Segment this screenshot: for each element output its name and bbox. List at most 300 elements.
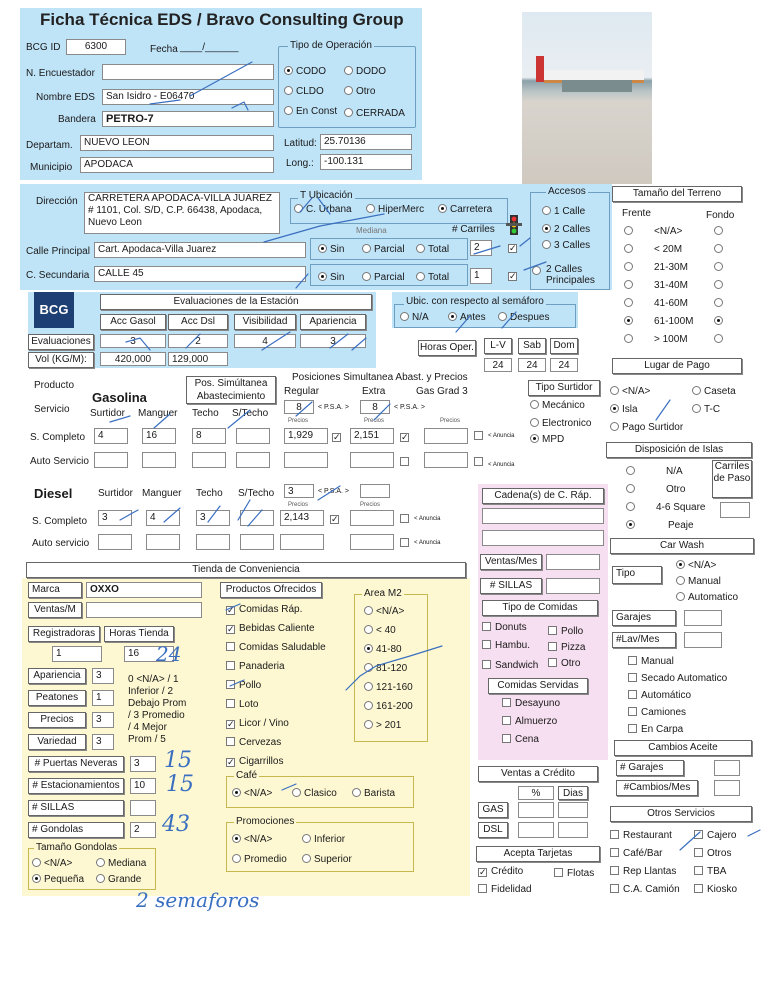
gas-precio-extra[interactable]: 2,151: [350, 428, 394, 444]
fecha-field[interactable]: ____/______: [180, 42, 239, 53]
estac-label: # Estacionamientos: [28, 778, 124, 794]
radio-dot-icon: [32, 874, 41, 883]
radio-dot-icon: [362, 272, 371, 281]
gas-auto-2[interactable]: [192, 452, 226, 468]
radio-pago-caseta[interactable]: Caseta: [692, 386, 736, 397]
credito-gas-pct[interactable]: [518, 802, 554, 818]
check-credito[interactable]: ✓ Crédito: [479, 866, 524, 877]
horas-oper-label: Horas Oper.: [418, 340, 476, 356]
gas-auto-3[interactable]: [236, 452, 270, 468]
radio-dot-icon: [676, 576, 685, 585]
gas-completo-2[interactable]: 8: [192, 428, 226, 444]
ventas-m-label: Ventas/M: [28, 602, 82, 618]
nombre-label: Nombre EDS: [36, 92, 95, 103]
check-otros-3[interactable]: [694, 848, 731, 859]
gondolas-field[interactable]: 2: [130, 822, 156, 838]
radio-tam-na[interactable]: <N/A>: [32, 858, 72, 869]
checkbox-icon: [628, 690, 637, 699]
carwash-title: Car Wash: [610, 538, 754, 554]
horas-tienda-field[interactable]: 16: [124, 646, 174, 662]
dsl-auto-0[interactable]: [98, 534, 132, 550]
lugar-pago-title: Lugar de Pago: [612, 358, 742, 374]
gas-auto-grad3[interactable]: [424, 452, 468, 468]
carriles-label: # Carriles: [452, 224, 495, 235]
radio-pago-na[interactable]: <N/A>: [610, 386, 650, 397]
terreno-option-label: 41-60M: [654, 298, 688, 309]
dsl-col-surtidor: Surtidor: [98, 488, 134, 499]
check-hambu[interactable]: Hambu.: [482, 640, 530, 651]
dsl-precio[interactable]: 2,143: [280, 510, 324, 526]
gas-auto-extra[interactable]: [350, 452, 394, 468]
radio-fondo-3[interactable]: [714, 280, 726, 291]
horas-col-dom: Dom: [550, 338, 578, 354]
check-cw-2[interactable]: [628, 690, 691, 701]
check-cw-0[interactable]: [628, 656, 674, 667]
radio-parcial-1[interactable]: Parcial: [362, 244, 405, 255]
precios-label-1: Precios: [288, 418, 309, 424]
terreno-title: Tamaño del Terreno: [612, 186, 742, 202]
anuncia-label-2: < Anuncia: [488, 462, 515, 468]
gas-precio-grad3[interactable]: [424, 428, 468, 444]
radio-dot-icon: [626, 484, 635, 493]
checkbox-icon: [502, 716, 511, 725]
gas-precio-extra-check[interactable]: [400, 431, 413, 442]
long-field[interactable]: -100.131: [320, 154, 412, 170]
radio-dot-icon: [542, 224, 551, 233]
check-flotas[interactable]: Flotas: [554, 868, 594, 879]
radio-total-1[interactable]: Total: [416, 244, 449, 255]
radio-tam-grande[interactable]: Grande: [96, 874, 141, 885]
radio-frente-3[interactable]: [624, 280, 636, 291]
aceite-garajes-field[interactable]: [714, 760, 740, 776]
ubicacion-title: T Ubicación: [300, 190, 353, 201]
radio-fondo-0[interactable]: [714, 226, 726, 237]
radio-cw-manual[interactable]: Manual: [676, 576, 721, 587]
dsl-completo-3[interactable]: [240, 510, 274, 526]
tipo-surtidor-title: Tipo Surtidor: [528, 380, 600, 396]
precios-label-2: Precios: [364, 418, 385, 424]
check-sandwich[interactable]: Sandwich: [482, 660, 538, 671]
carriles-check-1[interactable]: [508, 242, 521, 253]
radio-islas-na[interactable]: [626, 466, 638, 477]
radio-semaforo-despues[interactable]: Despues: [498, 312, 549, 323]
radio-dot-icon: [542, 240, 551, 249]
check-producto-0[interactable]: [226, 604, 302, 615]
radio-dot-icon: [610, 386, 619, 395]
promo-title: Promociones: [236, 816, 295, 827]
radio-area-2[interactable]: [364, 644, 402, 655]
bcg-id-field[interactable]: 6300: [66, 39, 126, 55]
radio-electronico[interactable]: Electronico: [530, 418, 591, 429]
checkbox-icon: [226, 737, 235, 746]
aceite-cambios-field[interactable]: [714, 780, 740, 796]
horas-col-sab: Sab: [518, 338, 546, 354]
lat-field[interactable]: 25.70136: [320, 134, 412, 150]
check-producto-8[interactable]: [226, 756, 283, 767]
radio-dodo[interactable]: DODO: [344, 66, 386, 77]
radio-area-3[interactable]: [364, 663, 407, 674]
gas-precio-regular[interactable]: 1,929: [284, 428, 328, 444]
ventas-m-field[interactable]: [86, 602, 202, 618]
dsl-auto-2[interactable]: [350, 534, 394, 550]
dsl-auto-3[interactable]: [240, 534, 274, 550]
precios-label-3: Precios: [440, 418, 461, 424]
estac-field[interactable]: 10: [130, 778, 156, 794]
carriles-field-2[interactable]: 1: [470, 268, 492, 284]
islas-title: Disposición de Islas: [606, 442, 752, 458]
producto-label: Producto: [34, 380, 75, 391]
radio-cafe-na[interactable]: <N/A>: [232, 788, 272, 799]
checkbox-icon: [628, 673, 637, 682]
radio-fondo-1[interactable]: [714, 244, 726, 255]
radio-cw-na[interactable]: <N/A>: [676, 560, 716, 571]
evaluaciones-title: Evaluaciones de la Estación: [100, 294, 372, 310]
terreno-option-label: <N/A>: [654, 226, 683, 237]
radio-semaforo-na[interactable]: N/A: [400, 312, 429, 323]
radio-frente-6[interactable]: [624, 334, 636, 345]
legend-3: Debajo Prom: [128, 698, 187, 709]
radio-dot-icon: [344, 86, 353, 95]
area-option-label: 41-80: [376, 644, 402, 655]
radio-dot-icon: [284, 66, 293, 75]
bcg-id-label: BCG ID: [26, 42, 61, 53]
radio-semaforo-antes[interactable]: Antes: [448, 312, 486, 323]
checkbox-icon: [226, 680, 235, 689]
neveras-field[interactable]: 3: [130, 756, 156, 772]
radio-cldo[interactable]: CLDO: [284, 86, 324, 97]
cadena-field-1[interactable]: [482, 508, 604, 524]
gas-auto-regular[interactable]: [284, 452, 328, 468]
radio-carretera[interactable]: Carretera: [438, 204, 492, 215]
gasolina-label: Gasolina: [92, 390, 147, 405]
station-photo: [522, 12, 652, 184]
cw-option-label: Camiones: [641, 707, 687, 718]
cw-option-label: Secado Automatico: [641, 673, 728, 684]
radio-dot-icon: [364, 606, 373, 615]
gas-psa-regular[interactable]: 8: [284, 400, 314, 414]
aceite-garajes-label: # Garajes: [616, 760, 684, 776]
radio-mecanico[interactable]: Mecánico: [530, 400, 585, 411]
islas-na-label: N/A: [666, 466, 683, 477]
eval-apariencia[interactable]: 3: [300, 334, 366, 348]
dsl-precio-2[interactable]: [350, 510, 394, 526]
check-cw-4[interactable]: [628, 724, 683, 735]
registradoras-field[interactable]: 1: [52, 646, 102, 662]
checkbox-icon: [610, 866, 619, 875]
cw-lav-field[interactable]: [684, 632, 722, 648]
depto-field[interactable]: NUEVO LEON: [80, 135, 274, 151]
dsl-psa-2[interactable]: [360, 484, 390, 498]
marca-field[interactable]: OXXO: [86, 582, 202, 598]
check-otros-4[interactable]: [610, 866, 676, 877]
check-producto-3[interactable]: [226, 661, 285, 672]
checkbox-icon: [400, 457, 409, 466]
calle-secundaria-label: C. Secundaria: [26, 270, 90, 281]
check-otros-2[interactable]: [610, 848, 662, 859]
handwriting-gondolas: 43: [162, 812, 190, 837]
checkbox-icon: ✓: [333, 432, 341, 442]
radio-promo-promedio[interactable]: Promedio: [232, 854, 287, 865]
radio-tam-mediana[interactable]: Mediana: [96, 858, 146, 869]
radio-area-5[interactable]: [364, 701, 413, 712]
radio-islas-peaje[interactable]: [626, 520, 638, 531]
radio-area-6[interactable]: [364, 720, 401, 731]
horas-sab[interactable]: 24: [518, 358, 546, 372]
dsl-auto-1[interactable]: [146, 534, 180, 550]
check-otro[interactable]: Otro: [548, 658, 580, 669]
radio-dot-icon: [292, 788, 301, 797]
page-title: Ficha Técnica EDS / Bravo Consulting Group: [40, 10, 404, 29]
radio-promo-inferior[interactable]: Inferior: [302, 834, 345, 845]
gas-auto-0[interactable]: [94, 452, 128, 468]
credito-dsl-dias[interactable]: [558, 822, 588, 838]
ventas-mes-field[interactable]: [546, 554, 600, 570]
checkbox-icon: [482, 622, 491, 631]
psa-label-1: < P.S.A. >: [318, 404, 350, 411]
radio-fondo-6[interactable]: [714, 334, 726, 345]
radio-dot-icon: [676, 560, 685, 569]
dsl-precio-check-2[interactable]: [400, 514, 413, 525]
credito-gas-dias[interactable]: [558, 802, 588, 818]
check-producto-6[interactable]: [226, 718, 289, 729]
check-otros-5[interactable]: [694, 866, 726, 877]
otros-option-label: Kiosko: [707, 884, 738, 895]
radio-en-const[interactable]: En Const: [284, 106, 337, 117]
horas-lv[interactable]: 24: [484, 358, 512, 372]
radio-otro[interactable]: Otro: [344, 86, 375, 97]
check-otros-7[interactable]: [694, 884, 737, 895]
productos-title: Productos Ofrecidos: [220, 582, 322, 598]
precios-label: Precios: [28, 712, 86, 728]
check-pollo[interactable]: Pollo: [548, 626, 583, 637]
radio-dot-icon: [32, 858, 41, 867]
horas-dom[interactable]: 24: [550, 358, 578, 372]
psa-label-dsl: < P.S.A. >: [318, 488, 350, 495]
depto-label: Departam.: [26, 140, 73, 151]
vol-dsl[interactable]: 129,000: [168, 352, 228, 366]
producto-label: Cervezas: [239, 737, 282, 748]
precios-field[interactable]: 3: [92, 712, 114, 728]
checkbox-icon: ✓: [479, 867, 487, 877]
calle-principal-field[interactable]: Cart. Apodaca-Villa Juarez: [94, 242, 306, 258]
eval-acc-dsl[interactable]: 2: [168, 334, 228, 348]
radio-frente-0[interactable]: [624, 226, 636, 237]
cw-option-label: Manual: [641, 656, 674, 667]
radio-frente-5[interactable]: [624, 316, 636, 327]
dsl-auto-check[interactable]: [400, 538, 413, 549]
radio-islas-square[interactable]: [626, 502, 638, 513]
variedad-field[interactable]: 3: [92, 734, 114, 750]
gas-completo-0[interactable]: 4: [94, 428, 128, 444]
radio-frente-1[interactable]: [624, 244, 636, 255]
check-producto-7[interactable]: [226, 737, 281, 748]
otros-option-label: TBA: [707, 866, 727, 877]
radio-dot-icon: [344, 66, 353, 75]
radio-area-0[interactable]: [364, 606, 404, 617]
gas-completo-1[interactable]: 16: [142, 428, 176, 444]
radio-codo[interactable]: CODO: [284, 66, 326, 77]
check-otros-0[interactable]: [610, 830, 672, 841]
radio-pago-isla[interactable]: Isla: [610, 404, 638, 415]
check-cw-3[interactable]: [628, 707, 686, 718]
comidas-title: Tipo de Comidas: [482, 600, 598, 616]
check-almuerzo[interactable]: Almuerzo: [502, 716, 557, 727]
evaluaciones-label: Evaluaciones: [28, 334, 94, 350]
radio-tam-pequena[interactable]: Pequeña: [32, 874, 84, 885]
gas-completo-3[interactable]: [236, 428, 270, 444]
check-donuts[interactable]: Donuts: [482, 622, 527, 633]
radio-dot-icon: [624, 226, 633, 235]
gas-auto-1[interactable]: [142, 452, 176, 468]
radio-dot-icon: [438, 204, 447, 213]
dsl-auto-1[interactable]: [280, 534, 324, 550]
radio-frente-4[interactable]: [624, 298, 636, 309]
radio-dot-icon: [714, 244, 723, 253]
check-cena[interactable]: Cena: [502, 734, 539, 745]
legend-6: Prom / 5: [128, 734, 166, 745]
radio-fondo-4[interactable]: [714, 298, 726, 309]
encuestador-field[interactable]: [102, 64, 274, 80]
calle-principal-label: Calle Principal: [26, 246, 90, 257]
bandera-field[interactable]: PETRO-7: [102, 111, 274, 127]
radio-area-1[interactable]: [364, 625, 396, 636]
gas-precio-grad3-check[interactable]: [474, 431, 487, 442]
carriles-paso-label: Carriles de Paso: [712, 460, 752, 498]
anuncia-label-1: < Anuncia: [488, 433, 515, 439]
terreno-option-label: 61-100M: [654, 316, 694, 327]
checkbox-icon: [502, 698, 511, 707]
radio-pago-tc[interactable]: T-C: [692, 404, 720, 415]
cw-garajes-field[interactable]: [684, 610, 722, 626]
mediana-label: Mediana: [356, 226, 387, 235]
checkbox-icon: ✓: [227, 757, 235, 767]
dsl-completo-0[interactable]: 3: [98, 510, 132, 526]
radio-cw-auto[interactable]: Automatico: [676, 592, 738, 603]
sillas-field[interactable]: [130, 800, 156, 816]
radio-dot-icon: [542, 206, 551, 215]
checkbox-icon: ✓: [227, 624, 235, 634]
checkbox-icon: [226, 699, 235, 708]
radio-promo-superior[interactable]: Superior: [302, 854, 352, 865]
credito-dsl-label: DSL: [478, 822, 508, 838]
vol-gasol[interactable]: 420,000: [100, 352, 166, 366]
carriles-field-1[interactable]: 2: [470, 240, 492, 256]
radio-dot-icon: [714, 316, 723, 325]
eval-visibilidad[interactable]: 4: [234, 334, 296, 348]
check-producto-2[interactable]: [226, 642, 326, 653]
radio-area-4[interactable]: [364, 682, 413, 693]
radio-1-calle[interactable]: 1 Calle: [542, 206, 585, 217]
credito-dsl-pct[interactable]: [518, 822, 554, 838]
checkbox-icon: [400, 538, 409, 547]
check-producto-5[interactable]: [226, 699, 258, 710]
checkbox-icon: ✓: [227, 719, 235, 729]
radio-dot-icon: [232, 854, 241, 863]
cw-lav-label: #Lav/Mes: [612, 632, 676, 648]
marca-label: Marca: [28, 582, 82, 598]
check-otros-1[interactable]: [694, 830, 736, 841]
islas-otro-label: Otro: [666, 484, 686, 495]
checkbox-icon: [226, 661, 235, 670]
checkbox-icon: [628, 724, 637, 733]
radio-frente-2[interactable]: [624, 262, 636, 273]
dsl-precio-check[interactable]: [330, 513, 343, 524]
cadena-sillas-field[interactable]: [546, 578, 600, 594]
radio-dot-icon: [416, 272, 425, 281]
radio-2-calles-principales[interactable]: [532, 266, 544, 277]
eval-acc-gasol[interactable]: 3: [100, 334, 166, 348]
gas-auto-check-1[interactable]: [400, 457, 413, 468]
radio-promo-na[interactable]: <N/A>: [232, 834, 272, 845]
dsl-col-s-techo: S/Techo: [238, 488, 275, 499]
gas-psa-extra[interactable]: 8: [360, 400, 390, 414]
radio-dot-icon: [530, 434, 539, 443]
direccion-field[interactable]: CARRETERA APODACA-VILLA JUAREZ # 1101, Col. S/D, C.P. 66438, Apodaca, Nuevo Leon: [84, 192, 280, 234]
municipio-field[interactable]: APODACA: [80, 157, 274, 173]
nombre-field[interactable]: San Isidro - E06470: [102, 89, 274, 105]
checkbox-icon: [400, 514, 409, 523]
radio-dot-icon: [232, 834, 241, 843]
check-cw-1[interactable]: [628, 673, 727, 684]
radio-cerrada[interactable]: CERRADA: [344, 108, 405, 119]
radio-2-calles[interactable]: 2 Calles: [542, 224, 590, 235]
dsl-psa[interactable]: 3: [284, 484, 314, 498]
apariencia-field[interactable]: 3: [92, 668, 114, 684]
pos-sim-title: Pos. Simúltanea Abastecimiento: [186, 376, 276, 404]
dsl-completo-1[interactable]: 4: [146, 510, 180, 526]
dsl-auto-2[interactable]: [196, 534, 230, 550]
radio-total-2[interactable]: Total: [416, 272, 449, 283]
check-producto-4[interactable]: [226, 680, 261, 691]
radio-sin-2[interactable]: Sin: [318, 272, 344, 283]
radio-cafe-clasico[interactable]: Clasico: [292, 788, 337, 799]
radio-islas-otro[interactable]: [626, 484, 638, 495]
radio-fondo-5[interactable]: [714, 316, 726, 327]
neveras-label: # Puertas Neveras: [28, 756, 124, 772]
precios-label-dsl-2: Precios: [360, 502, 381, 508]
radio-hipermerc[interactable]: HiperMerc: [366, 204, 424, 215]
cadena-field-2[interactable]: [482, 530, 604, 546]
gas-auto-check-2[interactable]: [474, 457, 487, 468]
radio-mpd[interactable]: MPD: [530, 434, 564, 445]
radio-3-calles[interactable]: 3 Calles: [542, 240, 590, 251]
calle-secundaria-field[interactable]: CALLE 45: [94, 266, 306, 282]
check-otros-6[interactable]: [610, 884, 680, 895]
radio-dot-icon: [400, 312, 409, 321]
radio-parcial-2[interactable]: Parcial: [362, 272, 405, 283]
check-producto-1[interactable]: [226, 623, 315, 634]
otros-option-label: Otros: [707, 848, 732, 859]
peatones-field[interactable]: 1: [92, 690, 114, 706]
check-pizza[interactable]: Pizza: [548, 642, 585, 653]
radio-sin-1[interactable]: Sin: [318, 244, 344, 255]
carriles-check-2[interactable]: [508, 270, 521, 281]
radio-pago-surtidor[interactable]: Pago Surtidor: [610, 422, 683, 433]
radio-cafe-barista[interactable]: Barista: [352, 788, 395, 799]
radio-dot-icon: [416, 244, 425, 253]
radio-fondo-2[interactable]: [714, 262, 726, 273]
dsl-completo-2[interactable]: 3: [196, 510, 230, 526]
tipo-operacion-title: Tipo de Operación: [290, 40, 372, 51]
check-fidelidad[interactable]: Fidelidad: [478, 884, 532, 895]
otros-title: Otros Servicios: [610, 806, 752, 822]
carriles-paso-field[interactable]: [720, 502, 750, 518]
legend-4: / 3 Promedio: [128, 710, 185, 721]
radio-c-urbana[interactable]: C. Urbana: [294, 204, 352, 215]
check-desayuno[interactable]: Desayuno: [502, 698, 560, 709]
servicio-label: Servicio: [34, 404, 70, 415]
gas-precio-regular-check[interactable]: [332, 431, 345, 442]
